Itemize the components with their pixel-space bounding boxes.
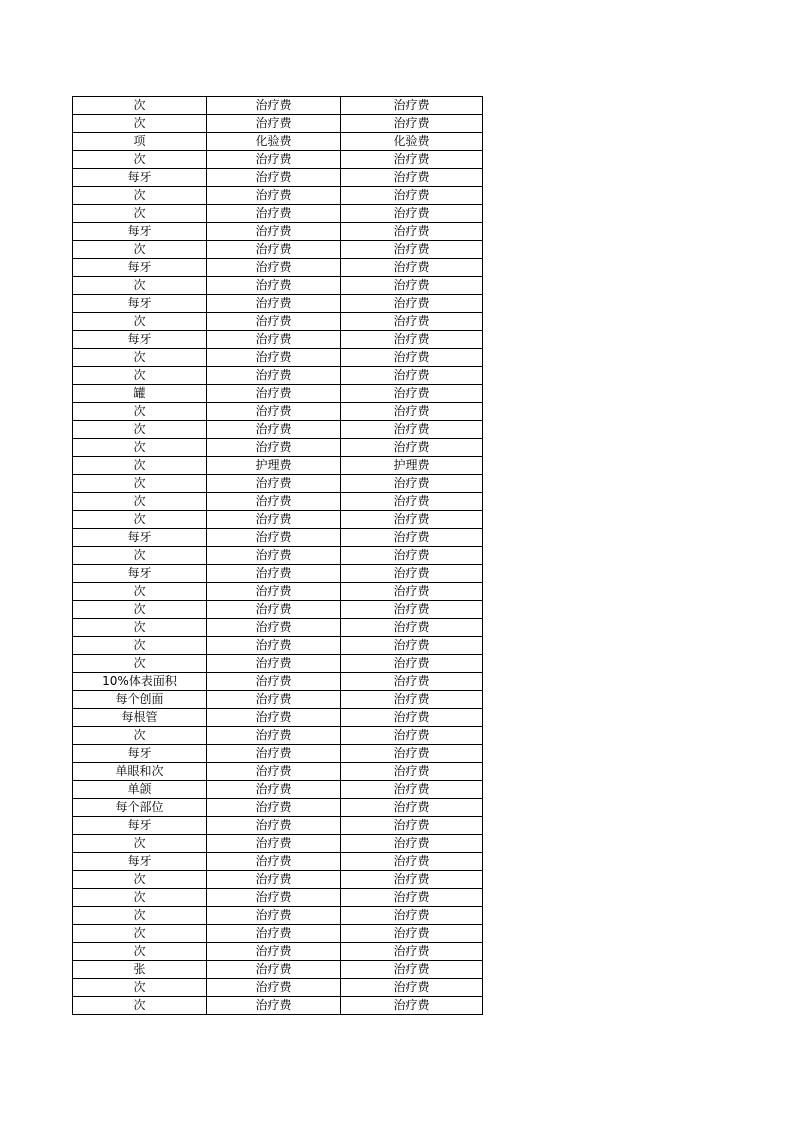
fee-type-cell: 治疗费: [341, 637, 483, 655]
fee-type-cell: 治疗费: [341, 727, 483, 745]
fee-type-cell: 治疗费: [341, 493, 483, 511]
fee-type-cell: 治疗费: [341, 961, 483, 979]
fee-type-cell: 治疗费: [341, 187, 483, 205]
fee-category-cell: 治疗费: [207, 223, 341, 241]
table-row: [73, 151, 483, 169]
fee-category-cell: 治疗费: [207, 547, 341, 565]
unit-cell: 单眼和次: [73, 763, 207, 781]
fee-type-cell: 治疗费: [341, 889, 483, 907]
table-row: [73, 529, 483, 547]
fee-table: [72, 96, 483, 1015]
fee-category-cell: 治疗费: [207, 205, 341, 223]
unit-cell: 次: [73, 835, 207, 853]
fee-type-cell: 治疗费: [341, 475, 483, 493]
fee-category-cell: 治疗费: [207, 907, 341, 925]
unit-cell: 次: [73, 619, 207, 637]
fee-category-cell: 治疗费: [207, 691, 341, 709]
table-row: [73, 673, 483, 691]
fee-type-cell: 治疗费: [341, 259, 483, 277]
fee-category-cell: 治疗费: [207, 295, 341, 313]
unit-cell: 张: [73, 961, 207, 979]
fee-category-cell: 化验费: [207, 133, 341, 151]
fee-category-cell: 治疗费: [207, 151, 341, 169]
fee-category-cell: 治疗费: [207, 331, 341, 349]
unit-cell: 次: [73, 241, 207, 259]
unit-cell: 次: [73, 367, 207, 385]
fee-type-cell: 治疗费: [341, 871, 483, 889]
fee-type-cell: 治疗费: [341, 511, 483, 529]
fee-type-cell: 治疗费: [341, 385, 483, 403]
fee-type-cell: 治疗费: [341, 709, 483, 727]
table-row: [73, 277, 483, 295]
unit-cell: 每牙: [73, 745, 207, 763]
table-row: [73, 295, 483, 313]
table-row: [73, 871, 483, 889]
unit-cell: 次: [73, 421, 207, 439]
table-row: [73, 655, 483, 673]
fee-category-cell: 治疗费: [207, 169, 341, 187]
fee-type-cell: 治疗费: [341, 979, 483, 997]
unit-cell: 次: [73, 511, 207, 529]
fee-type-cell: 治疗费: [341, 277, 483, 295]
fee-category-cell: 治疗费: [207, 925, 341, 943]
table-row: [73, 475, 483, 493]
table-row: [73, 187, 483, 205]
table-row: [73, 763, 483, 781]
fee-category-cell: 治疗费: [207, 259, 341, 277]
table-row: [73, 403, 483, 421]
fee-category-cell: 治疗费: [207, 367, 341, 385]
fee-category-cell: 治疗费: [207, 889, 341, 907]
unit-cell: 次: [73, 601, 207, 619]
table-row: [73, 943, 483, 961]
table-row: [73, 259, 483, 277]
table-row: [73, 601, 483, 619]
fee-type-cell: 治疗费: [341, 853, 483, 871]
unit-cell: 每牙: [73, 223, 207, 241]
fee-category-cell: 治疗费: [207, 529, 341, 547]
table-row: [73, 835, 483, 853]
unit-cell: 次: [73, 97, 207, 115]
fee-category-cell: 治疗费: [207, 619, 341, 637]
unit-cell: 次: [73, 115, 207, 133]
fee-category-cell: 治疗费: [207, 637, 341, 655]
fee-category-cell: 治疗费: [207, 745, 341, 763]
table-row: [73, 583, 483, 601]
fee-category-cell: 治疗费: [207, 871, 341, 889]
fee-category-cell: 治疗费: [207, 799, 341, 817]
unit-cell: 次: [73, 493, 207, 511]
fee-category-cell: 治疗费: [207, 853, 341, 871]
unit-cell: 次: [73, 313, 207, 331]
fee-type-cell: 治疗费: [341, 169, 483, 187]
fee-category-cell: 治疗费: [207, 475, 341, 493]
fee-category-cell: 治疗费: [207, 727, 341, 745]
unit-cell: 次: [73, 403, 207, 421]
fee-type-cell: 治疗费: [341, 547, 483, 565]
table-row: [73, 457, 483, 475]
fee-table-body: [73, 97, 483, 1015]
fee-category-cell: 治疗费: [207, 709, 341, 727]
fee-category-cell: 治疗费: [207, 511, 341, 529]
unit-cell: 次: [73, 727, 207, 745]
fee-category-cell: 治疗费: [207, 979, 341, 997]
unit-cell: 每牙: [73, 817, 207, 835]
unit-cell: 次: [73, 871, 207, 889]
fee-type-cell: 治疗费: [341, 529, 483, 547]
fee-category-cell: 治疗费: [207, 781, 341, 799]
unit-cell: 每牙: [73, 529, 207, 547]
fee-type-cell: 治疗费: [341, 691, 483, 709]
unit-cell: 每牙: [73, 259, 207, 277]
fee-category-cell: 治疗费: [207, 673, 341, 691]
fee-category-cell: 治疗费: [207, 403, 341, 421]
fee-type-cell: 治疗费: [341, 799, 483, 817]
table-row: [73, 637, 483, 655]
unit-cell: 次: [73, 907, 207, 925]
table-row: [73, 169, 483, 187]
fee-category-cell: 治疗费: [207, 943, 341, 961]
fee-type-cell: 治疗费: [341, 943, 483, 961]
unit-cell: 次: [73, 889, 207, 907]
table-row: [73, 709, 483, 727]
unit-cell: 次: [73, 997, 207, 1015]
unit-cell: 次: [73, 349, 207, 367]
table-row: [73, 493, 483, 511]
unit-cell: 10%体表面积: [73, 673, 207, 691]
fee-type-cell: 治疗费: [341, 619, 483, 637]
unit-cell: 单颌: [73, 781, 207, 799]
fee-category-cell: 治疗费: [207, 439, 341, 457]
fee-category-cell: 治疗费: [207, 493, 341, 511]
fee-type-cell: 治疗费: [341, 115, 483, 133]
unit-cell: 项: [73, 133, 207, 151]
unit-cell: 每牙: [73, 169, 207, 187]
unit-cell: 次: [73, 187, 207, 205]
table-row: [73, 799, 483, 817]
fee-type-cell: 治疗费: [341, 349, 483, 367]
table-row: [73, 727, 483, 745]
table-row: [73, 439, 483, 457]
fee-category-cell: 治疗费: [207, 817, 341, 835]
fee-category-cell: 治疗费: [207, 763, 341, 781]
unit-cell: 罐: [73, 385, 207, 403]
fee-type-cell: 治疗费: [341, 925, 483, 943]
unit-cell: 每根管: [73, 709, 207, 727]
table-row: [73, 997, 483, 1015]
table-row: [73, 547, 483, 565]
fee-type-cell: 治疗费: [341, 241, 483, 259]
table-row: [73, 115, 483, 133]
fee-type-cell: 治疗费: [341, 295, 483, 313]
fee-type-cell: 治疗费: [341, 763, 483, 781]
fee-category-cell: 治疗费: [207, 115, 341, 133]
unit-cell: 次: [73, 205, 207, 223]
table-row: [73, 907, 483, 925]
fee-category-cell: 治疗费: [207, 241, 341, 259]
table-row: [73, 331, 483, 349]
table-row: [73, 961, 483, 979]
table-row: [73, 385, 483, 403]
unit-cell: 次: [73, 583, 207, 601]
fee-type-cell: 治疗费: [341, 673, 483, 691]
fee-type-cell: 治疗费: [341, 205, 483, 223]
fee-type-cell: 治疗费: [341, 601, 483, 619]
unit-cell: 次: [73, 475, 207, 493]
unit-cell: 次: [73, 151, 207, 169]
unit-cell: 每牙: [73, 565, 207, 583]
fee-type-cell: 治疗费: [341, 97, 483, 115]
fee-category-cell: 治疗费: [207, 655, 341, 673]
table-row: [73, 133, 483, 151]
fee-category-cell: 治疗费: [207, 385, 341, 403]
fee-type-cell: 治疗费: [341, 367, 483, 385]
table-row: [73, 565, 483, 583]
table-row: [73, 745, 483, 763]
table-row: [73, 781, 483, 799]
table-row: [73, 97, 483, 115]
table-row: [73, 223, 483, 241]
fee-type-cell: 治疗费: [341, 817, 483, 835]
fee-category-cell: 治疗费: [207, 313, 341, 331]
unit-cell: 次: [73, 277, 207, 295]
fee-category-cell: 治疗费: [207, 997, 341, 1015]
table-row: [73, 979, 483, 997]
fee-type-cell: 化验费: [341, 133, 483, 151]
unit-cell: 次: [73, 655, 207, 673]
unit-cell: 每牙: [73, 331, 207, 349]
unit-cell: 次: [73, 637, 207, 655]
fee-type-cell: 治疗费: [341, 835, 483, 853]
unit-cell: 次: [73, 979, 207, 997]
fee-category-cell: 治疗费: [207, 421, 341, 439]
table-row: [73, 367, 483, 385]
fee-type-cell: 治疗费: [341, 313, 483, 331]
unit-cell: 次: [73, 925, 207, 943]
fee-category-cell: 治疗费: [207, 97, 341, 115]
fee-type-cell: 治疗费: [341, 583, 483, 601]
fee-type-cell: 治疗费: [341, 331, 483, 349]
fee-category-cell: 护理费: [207, 457, 341, 475]
fee-type-cell: 治疗费: [341, 655, 483, 673]
table-row: [73, 817, 483, 835]
table-row: [73, 889, 483, 907]
fee-category-cell: 治疗费: [207, 835, 341, 853]
fee-category-cell: 治疗费: [207, 961, 341, 979]
table-row: [73, 313, 483, 331]
fee-category-cell: 治疗费: [207, 277, 341, 295]
table-row: [73, 511, 483, 529]
unit-cell: 每个部位: [73, 799, 207, 817]
fee-type-cell: 治疗费: [341, 151, 483, 169]
fee-type-cell: 治疗费: [341, 781, 483, 799]
unit-cell: 次: [73, 547, 207, 565]
fee-type-cell: 治疗费: [341, 565, 483, 583]
fee-type-cell: 治疗费: [341, 421, 483, 439]
fee-category-cell: 治疗费: [207, 187, 341, 205]
table-row: [73, 853, 483, 871]
fee-category-cell: 治疗费: [207, 565, 341, 583]
table-row: [73, 925, 483, 943]
fee-type-cell: 治疗费: [341, 745, 483, 763]
fee-category-cell: 治疗费: [207, 349, 341, 367]
fee-category-cell: 治疗费: [207, 583, 341, 601]
table-row: [73, 619, 483, 637]
unit-cell: 每个创面: [73, 691, 207, 709]
unit-cell: 次: [73, 439, 207, 457]
unit-cell: 每牙: [73, 295, 207, 313]
table-row: [73, 421, 483, 439]
fee-type-cell: 治疗费: [341, 907, 483, 925]
unit-cell: 次: [73, 457, 207, 475]
fee-type-cell: 护理费: [341, 457, 483, 475]
fee-type-cell: 治疗费: [341, 223, 483, 241]
unit-cell: 每牙: [73, 853, 207, 871]
fee-type-cell: 治疗费: [341, 403, 483, 421]
fee-type-cell: 治疗费: [341, 439, 483, 457]
fee-type-cell: 治疗费: [341, 997, 483, 1015]
fee-category-cell: 治疗费: [207, 601, 341, 619]
table-row: [73, 349, 483, 367]
table-row: [73, 691, 483, 709]
unit-cell: 次: [73, 943, 207, 961]
table-row: [73, 241, 483, 259]
table-row: [73, 205, 483, 223]
